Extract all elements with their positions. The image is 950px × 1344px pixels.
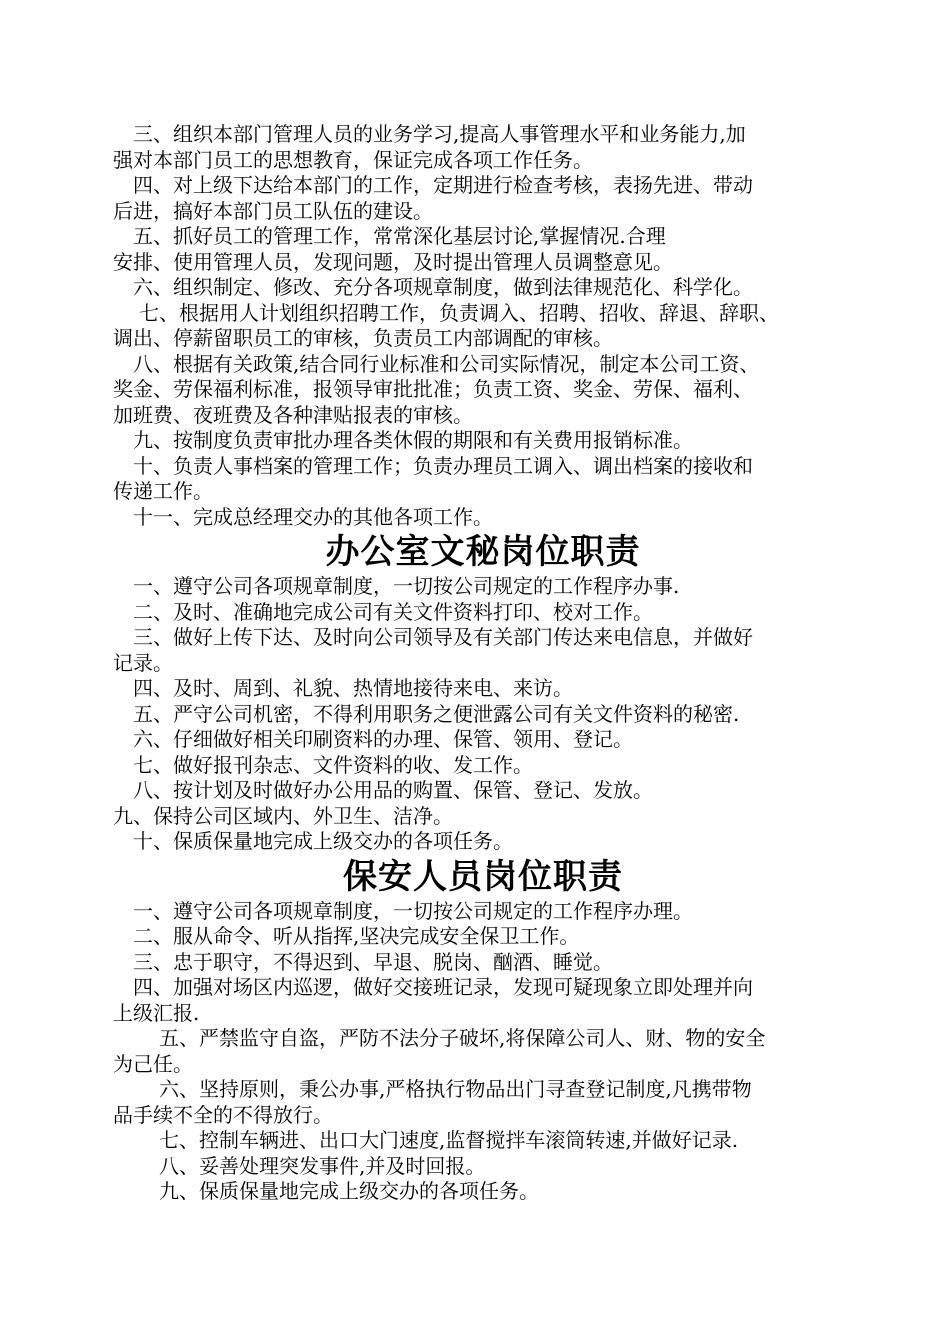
paragraph-line: 七、做好报刊杂志、文件资料的收、发工作。: [133, 752, 533, 777]
paragraph-line: 三、忠于职守，不得迟到、早退、脱岗、酗酒、睡觉。: [133, 949, 613, 974]
paragraph-line: 七、控制车辆进、出口大门速度,监督搅拌车滚筒转速,并做好记录.: [159, 1128, 739, 1152]
paragraph-line: 品手续不全的不得放行。: [113, 1102, 333, 1127]
paragraph-line: 三、做好上传下达、及时向公司领导及有关部门传达来电信息，并做好: [133, 625, 753, 649]
paragraph-line: 三、组织本部门管理人员的业务学习,提高人事管理水平和业务能力,加: [133, 122, 746, 146]
paragraph-line: 安排、使用管理人员，发现问题，及时提出管理人员调整意见。: [113, 249, 673, 274]
paragraph-line: 十、保质保量地完成上级交办的各项任务。: [133, 829, 513, 853]
paragraph-line: 一、遵守公司各项规章制度，一切按公司规定的工作程序办事.: [133, 574, 680, 598]
paragraph-line: 加班费、夜班费及各种津贴报表的审核。: [113, 402, 473, 427]
paragraph-line: 记录。: [113, 650, 173, 675]
paragraph-line: 为己任。: [113, 1051, 193, 1076]
security-duties-section: [113, 855, 853, 1205]
paragraph-line: 二、及时、准确地完成公司有关文件资料打印、校对工作。: [133, 599, 653, 624]
paragraph-line: 六、仔细做好相关印刷资料的办理、保管、领用、登记。: [133, 727, 633, 751]
secretary-duties-section: [113, 530, 853, 855]
paragraph-line: 后进，搞好本部门员工队伍的建设。: [113, 198, 433, 223]
paragraph-line: 九、保质保量地完成上级交办的各项任务。: [159, 1179, 539, 1203]
paragraph-line: 十一、完成总经理交办的其他各项工作。: [133, 504, 493, 529]
paragraph-line: 调出、停薪留职员工的审核，负责员工内部调配的审核。: [113, 326, 613, 350]
paragraph-line: 传递工作。: [113, 479, 213, 503]
paragraph-line: 八、按计划及时做好办公用品的购置、保管、登记、发放。: [133, 778, 653, 802]
paragraph-line: 八、根据有关政策,结合同行业标准和公司实际情况，制定本公司工资、: [133, 351, 760, 376]
paragraph-line: 上级汇报.: [113, 1000, 200, 1025]
paragraph-line: 七、根据用人计划组织招聘工作，负责调入、招聘、招收、辞退、辞职、: [139, 300, 779, 325]
section-heading: 保安人员岗位职责: [343, 856, 623, 897]
paragraph-line: 四、加强对场区内巡逻，做好交接班记录，发现可疑现象立即处理并向: [133, 975, 753, 999]
paragraph-line: 强对本部门员工的思想教育，保证完成各项工作任务。: [113, 147, 593, 172]
paragraph-line: 四、对上级下达给本部门的工作，定期进行检查考核，表扬先进、带动: [133, 173, 753, 197]
paragraph-line: 五、严守公司机密，不得利用职务之便泄露公司有关文件资料的秘密.: [133, 701, 740, 726]
paragraph-line: 六、组织制定、修改、充分各项规章制度，做到法律规范化、科学化。: [133, 275, 753, 299]
paragraph-line: 奖金、劳保福利标准，报领导审批批准；负责工资、奖金、劳保、福利、: [113, 377, 753, 401]
paragraph-line: 九、保持公司区域内、外卫生、洁净。: [113, 803, 453, 828]
paragraph-line: 六、坚持原则，秉公办事,严格执行物品出门寻查登记制度,凡携带物: [159, 1077, 752, 1101]
paragraph-line: 八、妥善处理突发事件,并及时回报。: [159, 1153, 486, 1178]
paragraph-line: 四、及时、周到、礼貌、热情地接待来电、来访。: [133, 676, 573, 700]
paragraph-line: 二、服从命令、听从指挥,坚决完成安全保卫工作。: [133, 924, 580, 948]
document-content: [113, 122, 853, 1205]
paragraph-line: 五、抓好员工的管理工作，常常深化基层讨论,掌握情况.合理: [133, 224, 666, 248]
section-heading: 办公室文秘岗位职责: [325, 532, 641, 572]
paragraph-line: 一、遵守公司各项规章制度，一切按公司规定的工作程序办理。: [133, 898, 693, 923]
paragraph-line: 十、负责人事档案的管理工作；负责办理员工调入、调出档案的接收和: [133, 453, 753, 478]
paragraph-line: 五、严禁监守自盗，严防不法分子破坏,将保障公司人、财、物的安全: [159, 1026, 766, 1050]
hr-duties-section: [113, 122, 853, 530]
paragraph-line: 九、按制度负责审批办理各类休假的期限和有关费用报销标准。: [133, 428, 693, 452]
